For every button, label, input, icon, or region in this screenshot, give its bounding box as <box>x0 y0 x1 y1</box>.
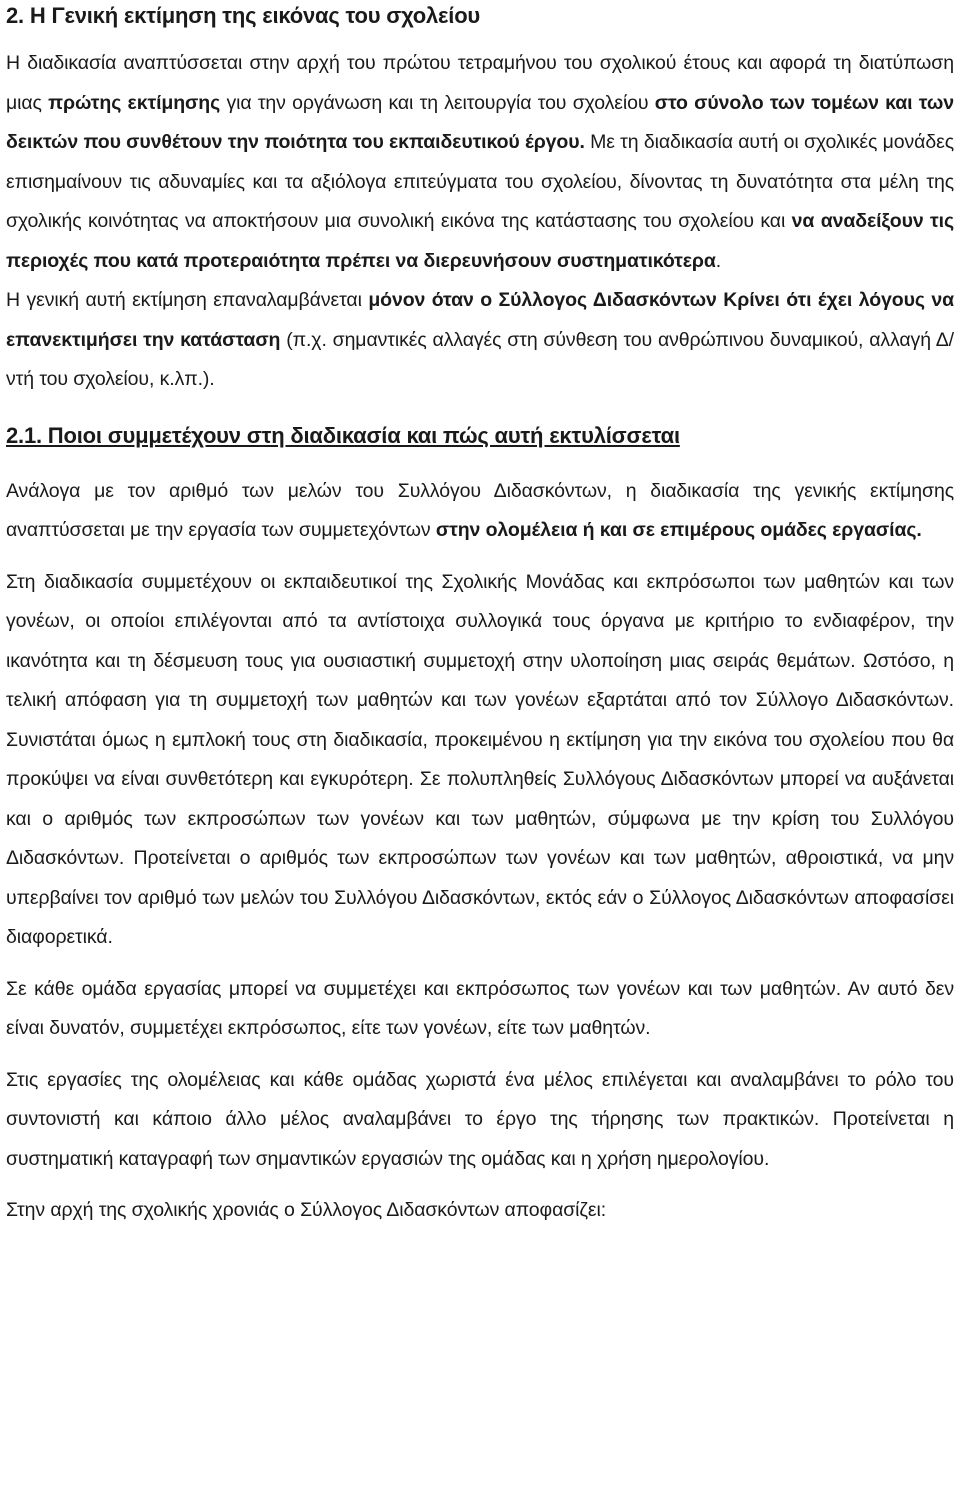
paragraph-text: Με τη διαδικασία αυτή οι σχολικές μονάδες επισημαίνουν τις αδυναμίες και τα αξιόλογα επιτεύγματα του σχολείου, δίνοντας τη δυνατότητα στα μέλη της σχολικής κοινότητας να αποκτήσουν μια συνολική εικόνα της κατάστασης του σχολείου και <box>6 131 954 232</box>
paragraph-decision: Στην αρχή της σχολικής χρονιάς ο Σύλλογος Διδασκόντων αποφασίζει: <box>6 1199 607 1221</box>
paragraph-intro <box>6 44 954 281</box>
paragraph-reassessment <box>6 281 954 400</box>
paragraph-text: Η γενική αυτή εκτίμηση επαναλαμβάνεται <box>6 289 369 311</box>
paragraph-participants: Στη διαδικασία συμμετέχουν οι εκπαιδευτικοί της Σχολικής Μονάδας και εκπρόσωποι των μαθητών και των γονέων, οι οποίοι επιλέγονται από τα αντίστοιχα συλλογικά τους όργανα με κριτήριο το ενδιαφέρον, την ικανότητα και τη δέσμευση τους για ουσιαστική συμμετοχή στην υλοποίηση μιας σειράς θεμάτων. Ωστόσο, η τελική απόφαση για τη συμμετοχή των μαθητών και των γονέων εξαρτάται από τον Σύλλογο Διδασκόντων. Συνιστάται όμως η εμπλοκή τους στη διαδικασία, προκειμένου η εκτίμηση για την εικόνα του σχολείου που θα προκύψει να είναι συνθετότερη και εγκυρότερη. Σε πολυπληθείς Συλλόγους Διδασκόντων μπορεί να αυξάνεται και ο αριθμός των εκπροσώπων των γονέων και των μαθητών, σύμφωνα με την κρίση του Συλλόγου Διδασκόντων. Προτείνεται ο αριθμός των εκπροσώπων των γονέων και των μαθητών, αθροιστικά, να μην υπερβαίνει τον αριθμό των μελών του Συλλόγου Διδασκόντων, εκτός εάν ο Σύλλογος Διδασκόντων αποφασίσει διαφορετικά. <box>6 570 954 948</box>
paragraph-participation-mode <box>6 472 954 551</box>
spacer <box>6 551 954 563</box>
bold-phrase: στην ολομέλεια ή και σε επιμέρους ομάδες εργασίας. <box>435 519 922 541</box>
paragraph-text: για την οργάνωση και τη λειτουργία του σχολείου <box>220 91 655 114</box>
bold-phrase: στο σύνολο των τομέων και των δεικτών που συνθέτουν την ποιότητα του εκπαιδευτικού έργου. <box>6 91 954 153</box>
paragraph-coordinator: Στις εργασίες της ολομέλειας και κάθε ομάδας χωριστά ένα μέλος επιλέγεται και αναλαμβάνει το ρόλο του συντονιστή και κάποιο άλλο μέλος αναλαμβάνει το έργο της τήρησης των πρακτικών. Προτείνεται η συστηματική καταγραφή των σημαντικών εργασιών της ομάδας και η χρήση ημερολογίου. <box>6 1068 954 1170</box>
spacer <box>6 958 954 970</box>
paragraph-text: Ανάλογα με τον αριθμό των μελών του Συλλόγου Διδασκόντων, η διαδικασία της γενικής εκτίμησης αναπτύσσεται με την εργασία των συμμετεχόντων <box>6 479 954 541</box>
paragraph-text: (π.χ. σημαντικές αλλαγές στη σύνθεση του ανθρώπινου δυναμικού, αλλαγή Δ/ντή του σχολείου, κ.λπ.). <box>6 328 954 390</box>
bold-phrase: πρώτης εκτίμησης <box>48 91 221 114</box>
bold-phrase: να αναδείξουν τις περιοχές που κατά προτεραιότητα πρέπει να διερευνήσουν συστηματικότερα <box>6 210 954 272</box>
spacer <box>6 32 954 44</box>
spacer <box>6 400 954 420</box>
spacer <box>6 1179 954 1191</box>
spacer <box>6 452 954 472</box>
spacer <box>6 1049 954 1061</box>
paragraph-work-groups: Σε κάθε ομάδα εργασίας μπορεί να συμμετέχει και εκπρόσωπος των γονέων και των μαθητών. Αν αυτό δεν είναι δυνατόν, συμμετέχει εκπρόσωπος, είτε των γονέων, είτε των μαθητών. <box>6 977 954 1039</box>
paragraph-text: . <box>715 249 722 272</box>
paragraph-text: Η διαδικασία αναπτύσσεται στην αρχή του πρώτου τετραμήνου του σχολικού έτους και αφορά τη διατύπωση μιας <box>6 52 954 114</box>
subsection-heading: 2.1. Ποιοι συμμετέχουν στη διαδικασία και πώς αυτή εκτυλίσσεται <box>6 422 680 448</box>
section-heading: 2. Η Γενική εκτίμηση της εικόνας του σχολείου <box>6 3 481 28</box>
bold-phrase: μόνον όταν ο Σύλλογος Διδασκόντων Κρίνει ότι έχει λόγους να επανεκτιμήσει την κατάσταση <box>6 289 954 351</box>
